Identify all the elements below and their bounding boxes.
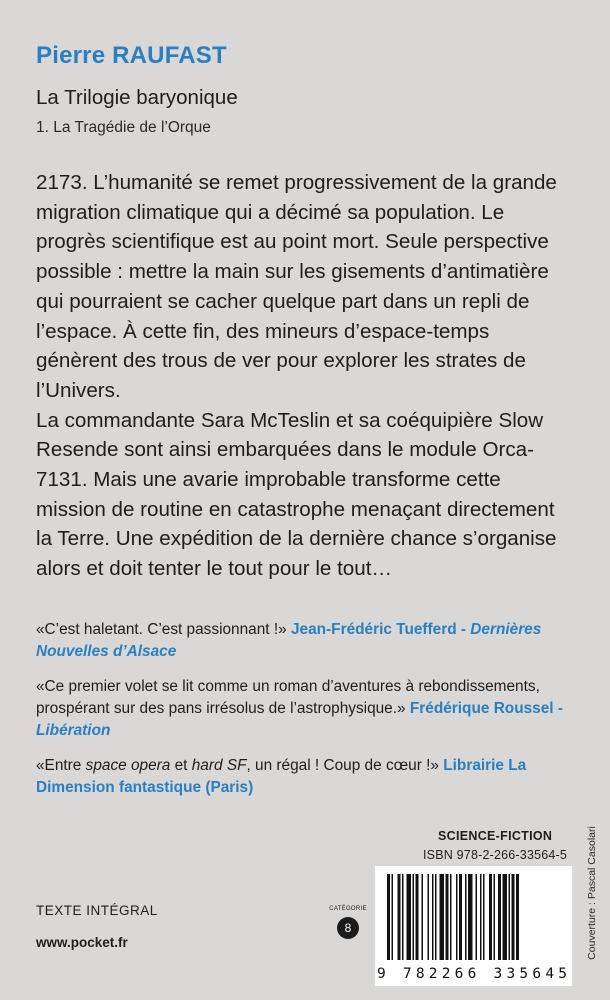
genre-label: SCIENCE-FICTION xyxy=(438,829,553,843)
quote-emphasis-1: space opera xyxy=(85,757,171,774)
press-quotes xyxy=(36,619,576,812)
barcode-bar xyxy=(413,874,415,960)
quote-author: Frédérique Roussel xyxy=(409,700,554,717)
barcode-bar xyxy=(456,874,458,960)
press-quote-3 xyxy=(36,755,576,799)
cover-credit xyxy=(584,798,600,988)
quote-text-a: «Entre xyxy=(36,757,86,774)
barcode-bar xyxy=(516,874,519,960)
barcode-bar xyxy=(428,874,430,960)
barcode-bar xyxy=(446,874,449,960)
barcode-digits: 9 782266 335645 xyxy=(377,966,567,982)
author-name: Pierre RAUFAST xyxy=(36,42,227,69)
barcode xyxy=(375,866,572,986)
barcode-bar xyxy=(402,874,404,960)
barcode-bar xyxy=(483,874,485,960)
full-text-label: TEXTE INTÉGRAL xyxy=(36,903,158,918)
barcode-bar xyxy=(422,874,424,960)
barcode-bar xyxy=(480,874,482,960)
cover-credit-text: Couverture : Pascal Casolari xyxy=(586,826,598,960)
barcode-bar xyxy=(440,874,445,960)
barcode-bar xyxy=(468,874,473,960)
barcode-bar xyxy=(450,874,452,960)
barcode-bar xyxy=(498,874,501,960)
barcode-bar xyxy=(407,874,412,960)
blurb-paragraph-1: 2173. L’humanité se remet progressivement de la grande migration climatique qui a décimé sa population. Le progrès scientifique est au point mort. Seule perspective possible : mettre la main sur les gisements d’antimatière qui pourraient se cacher quelque part dans un repli de l’espace. À cette fin, des mineurs d’espace-temps génèrent des trous de ver pour explorer les strates de l’Univers. xyxy=(36,171,557,402)
quote-text: «C’est haletant. C’est passionnant !» xyxy=(36,621,287,638)
barcode-bar xyxy=(503,874,508,960)
blurb xyxy=(36,168,566,584)
quote-source: Libération xyxy=(36,722,111,739)
barcode-graphic xyxy=(375,866,572,986)
isbn: ISBN 978-2-266-33564-5 xyxy=(423,848,568,862)
publisher-website: www.pocket.fr xyxy=(36,935,128,950)
quote-source: Librairie La Dimension fantastique (Paris) xyxy=(36,757,527,796)
barcode-bar xyxy=(494,874,496,960)
barcode-bar xyxy=(392,874,394,960)
press-quote-1 xyxy=(36,619,576,663)
barcode-bar xyxy=(509,874,511,960)
barcode-bar xyxy=(465,874,467,960)
quote-text-b: et xyxy=(170,757,192,774)
quote-separator: - xyxy=(553,700,563,717)
barcode-bar xyxy=(435,874,437,960)
category-label: CATÉGORIE xyxy=(329,906,367,912)
quote-text-c: , un régal ! Coup de cœur !» xyxy=(246,757,439,774)
quote-source: Dernières Nouvelles d’Alsace xyxy=(36,621,542,660)
quote-separator: - xyxy=(456,621,471,638)
barcode-bar xyxy=(416,874,419,960)
barcode-bar xyxy=(476,874,478,960)
series-title: La Trilogie baryonique xyxy=(36,86,238,109)
barcode-bar xyxy=(512,874,515,960)
barcode-bar xyxy=(459,874,462,960)
barcode-bar xyxy=(432,874,434,960)
barcode-bar xyxy=(489,874,492,960)
volume-subtitle: 1. La Tragédie de l’Orque xyxy=(36,119,211,136)
barcode-bar xyxy=(387,874,390,960)
quote-author: Jean-Frédéric Tuefferd xyxy=(290,621,457,638)
blurb-paragraph-2: La commandante Sara McTeslin et sa coéquipière Slow Resende sont ainsi embarquées dans le module Orca-7131. Mais une avarie improbable transforme cette mission de routine en catastrophe menaçant directement la Terre. Une expédition de la dernière chance s’organise alors et doit tenter le tout pour le tout… xyxy=(36,408,557,581)
category-badge: 8 xyxy=(337,917,359,939)
press-quote-2 xyxy=(36,676,576,742)
quote-text: «Ce premier volet se lit comme un roman d’aventures à rebondissements, prospérant sur des pans irrésolus de l’astrophysique.» xyxy=(36,678,540,717)
barcode-bar xyxy=(398,874,401,960)
quote-emphasis-2: hard SF xyxy=(191,757,247,774)
